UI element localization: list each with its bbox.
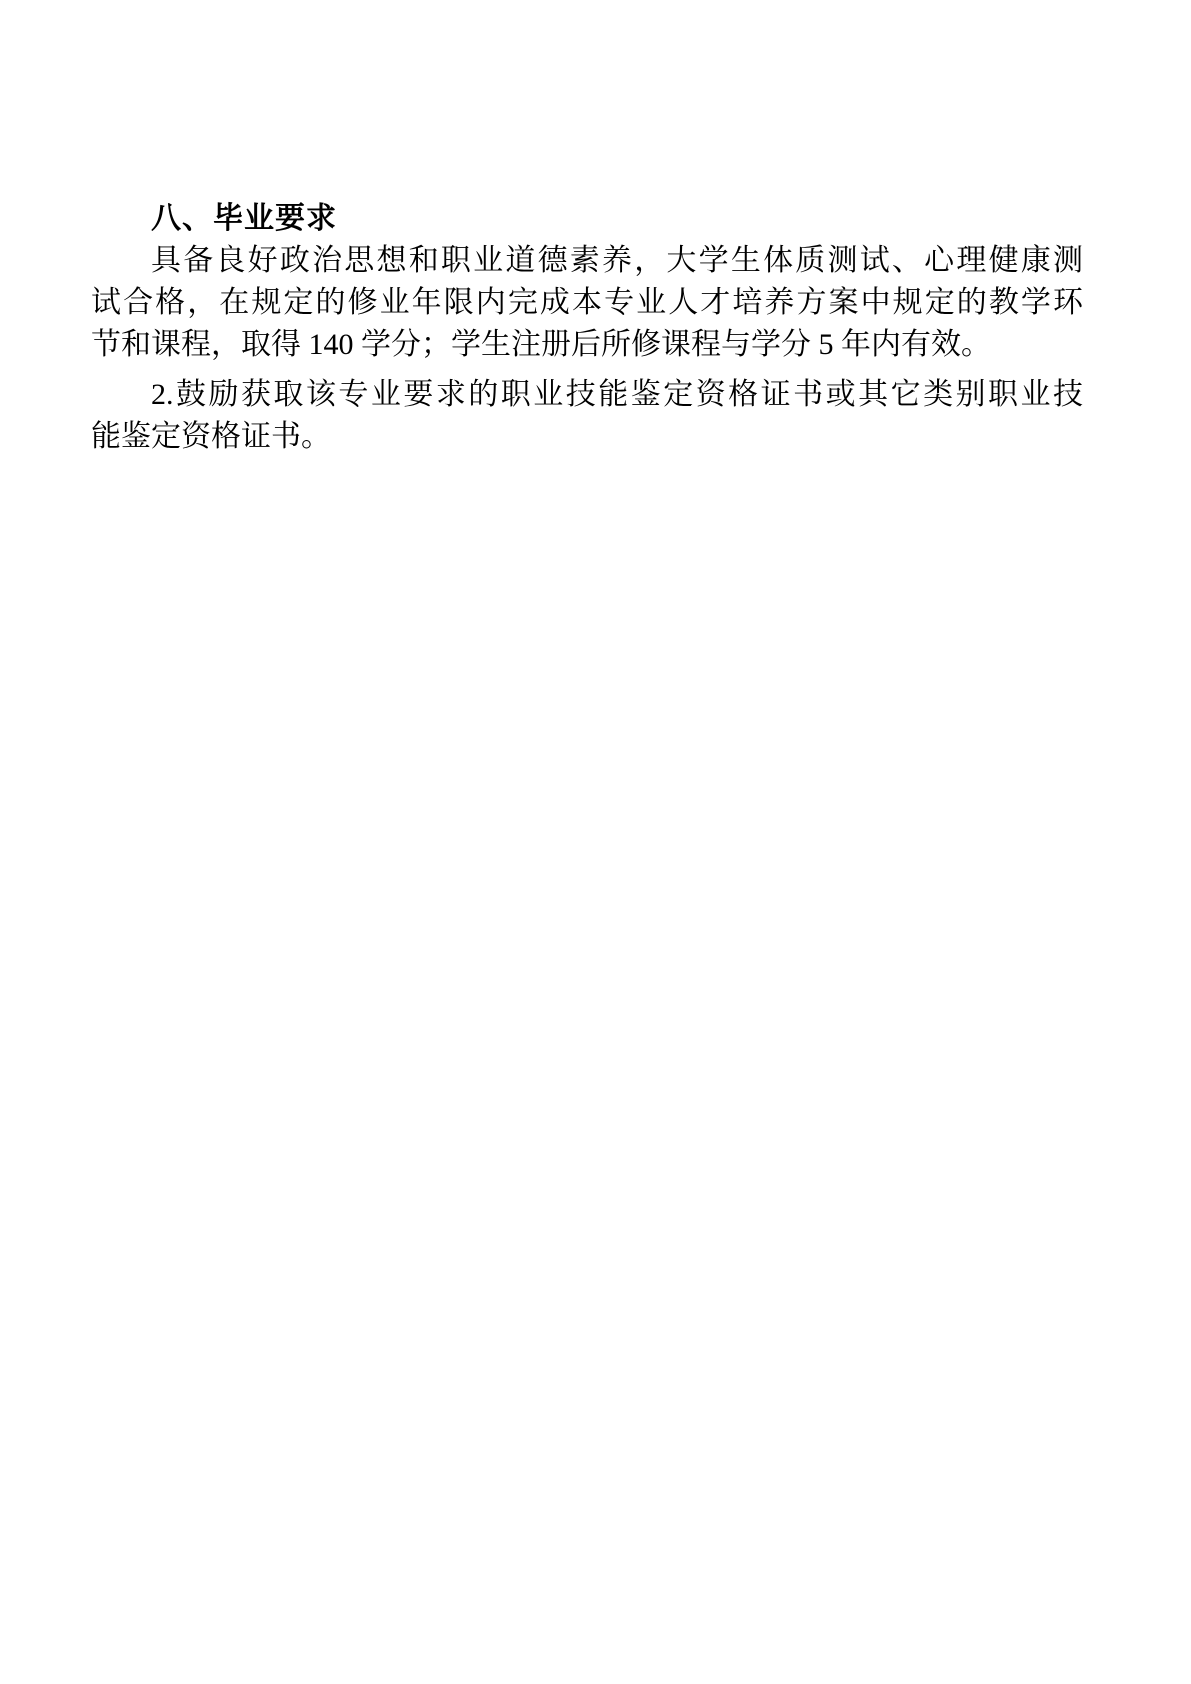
paragraph-line: 试合格，在规定的修业年限内完成本专业人才培养方案中规定的教学环 [91, 286, 1083, 319]
paragraph-line: 具备良好政治思想和职业道德素养，大学生体质测试、心理健康测 [151, 244, 1083, 277]
paragraph-line: 能鉴定资格证书。 [91, 420, 331, 453]
paragraph-graduation-requirements [91, 240, 1083, 366]
paragraph-certificate-encouragement [91, 374, 1083, 458]
paragraph-line: 节和课程，取得 140 学分；学生注册后所修课程与学分 5 年内有效。 [91, 328, 991, 361]
paragraph-line: 2.鼓励获取该专业要求的职业技能鉴定资格证书或其它类别职业技 [151, 378, 1083, 411]
document-content [91, 198, 1083, 458]
section-heading: 八、毕业要求 [151, 202, 337, 235]
